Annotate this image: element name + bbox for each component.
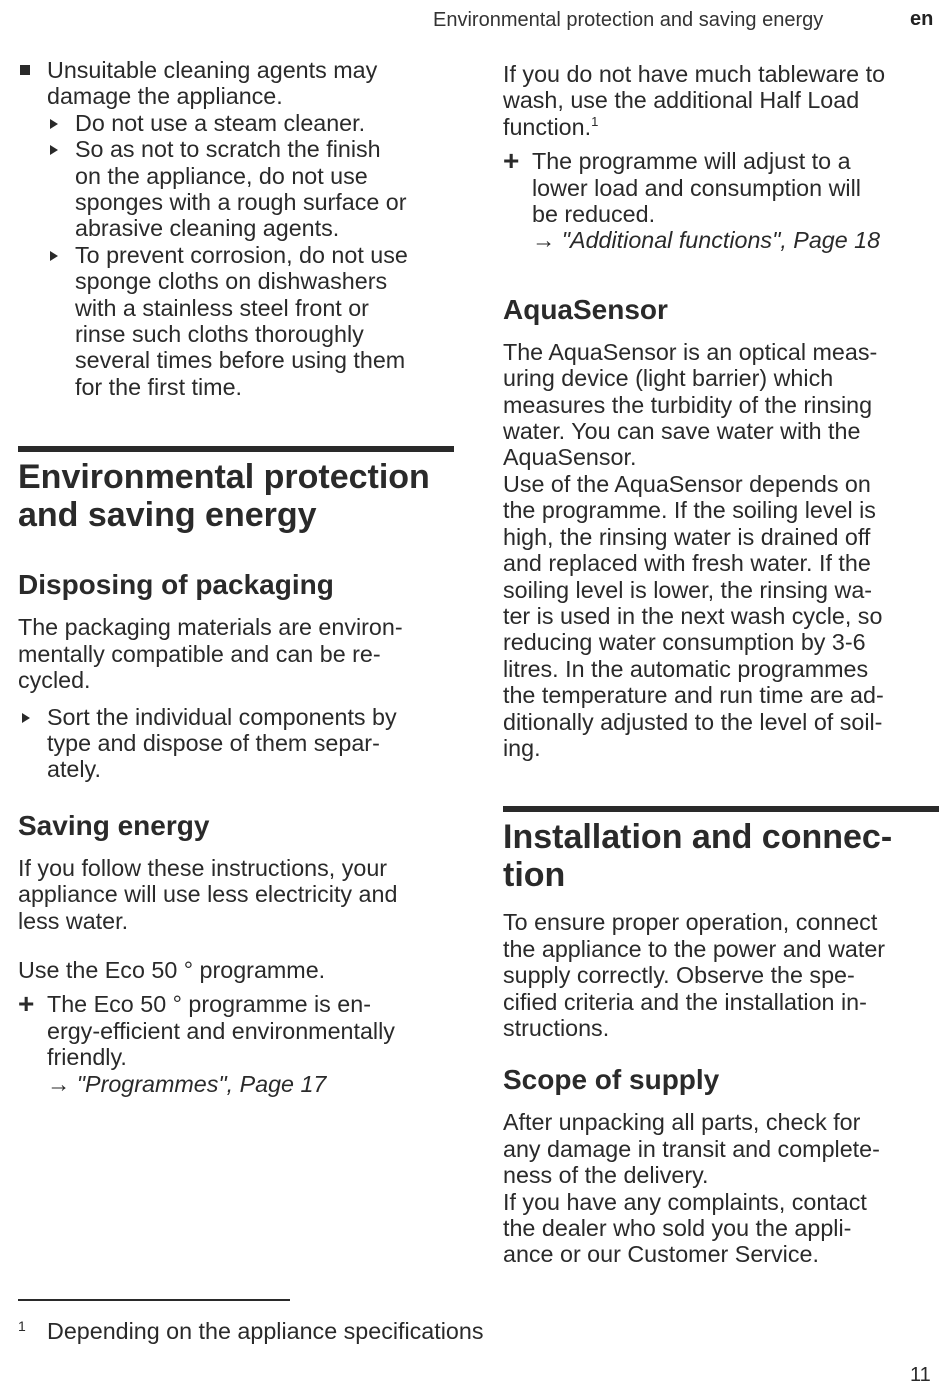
aquasensor-line: high, the rinsing water is drained off: [503, 523, 871, 550]
aquasensor-line: ter is used in the next wash cycle, so: [503, 602, 883, 629]
aquasensor-line: litres. In the automatic programmes: [503, 655, 869, 682]
saving-benefit-line: The Eco 50 ° programme is en-: [47, 991, 371, 1018]
warning-block: [18, 57, 454, 400]
programmes-link[interactable]: → "Programmes", Page 17: [47, 1070, 327, 1097]
footnote-rule: [18, 1299, 290, 1301]
warning-item-line: sponges with a rough surface or: [75, 189, 407, 216]
scope-line: ness of the delivery.: [503, 1162, 709, 1189]
saving-line: If you follow these instructions, your: [18, 854, 388, 881]
warning-item-line: So as not to scratch the finish: [75, 136, 381, 163]
half-load-benefit-line: lower load and consumption will: [532, 174, 861, 201]
aquasensor-text: [503, 339, 939, 762]
section-rule: [18, 446, 454, 452]
installation-title-line: Installation and connec-: [503, 818, 893, 857]
section-title-line: Environmental protection: [18, 458, 430, 497]
aquasensor-line: measures the turbidity of the rinsing: [503, 391, 873, 418]
packaging-line: cycled.: [18, 667, 91, 694]
installation-title-line: tion: [503, 856, 566, 895]
scope-line: After unpacking all parts, check for: [503, 1109, 861, 1136]
warning-item: [18, 242, 454, 400]
half-load-text: [503, 61, 939, 140]
aquasensor-line: ditionally adjusted to the level of soil-: [503, 708, 883, 735]
language-code: en: [910, 8, 934, 30]
saving-benefit-line: friendly.: [47, 1044, 127, 1071]
running-header-title: Environmental protection and saving energy: [433, 9, 824, 31]
saving-tip: Use the Eco 50 ° programme.: [18, 956, 326, 983]
left-column: [18, 57, 454, 1097]
installation-line: supply correctly. Observe the spe-: [503, 962, 855, 989]
plus-icon: +: [18, 988, 35, 1020]
packaging-step: [18, 704, 454, 783]
warning-item-line: with a stainless steel front or: [75, 294, 369, 321]
aquasensor-line: uring device (light barrier) which: [503, 365, 834, 392]
section-title-line: and saving energy: [18, 496, 317, 535]
half-load-benefit-line: be reduced.: [532, 201, 656, 228]
aquasensor-line: the programme. If the soiling level is: [503, 497, 876, 524]
installation-text: [503, 909, 939, 1041]
saving-benefit: [18, 988, 454, 1097]
plus-icon: +: [503, 145, 520, 177]
packaging-step-line: ately.: [47, 756, 101, 783]
warning-item-line: Do not use a steam cleaner.: [75, 109, 366, 136]
aquasensor-line: The AquaSensor is an optical meas-: [503, 338, 878, 365]
saving-line: appliance will use less electricity and: [18, 881, 398, 908]
footnote-text: Depending on the appliance specifications: [47, 1318, 484, 1344]
aquasensor-line: Use of the AquaSensor depends on: [503, 470, 871, 497]
packaging-heading: Disposing of packaging: [18, 569, 334, 601]
aquasensor-line: soiling level is lower, the rinsing wa-: [503, 576, 873, 603]
aquasensor-line: water. You can save water with the: [503, 418, 861, 445]
installation-line: structions.: [503, 1014, 610, 1041]
installation-line: cified criteria and the installation in-: [503, 988, 867, 1015]
warning-item-line: on the appliance, do not use: [75, 162, 368, 189]
additional-functions-link[interactable]: → "Additional functions", Page 18: [532, 227, 881, 254]
aquasensor-line: and replaced with fresh water. If the: [503, 550, 871, 577]
page-number: 11: [910, 1364, 931, 1386]
installation-line: To ensure proper operation, connect: [503, 909, 878, 936]
warning-item-line: To prevent corrosion, do not use: [75, 241, 408, 268]
warning-item: [18, 110, 454, 136]
installation-line: the appliance to the power and water: [503, 935, 886, 962]
footnote-ref[interactable]: 1: [591, 114, 599, 130]
saving-benefit-line: ergy-efficient and environmentally: [47, 1017, 395, 1044]
half-load-line: wash, use the additional Half Load: [503, 87, 860, 114]
packaging-text: [18, 614, 454, 693]
scope-line: If you have any complaints, contact: [503, 1188, 867, 1215]
aquasensor-line: the temperature and run time are ad-: [503, 682, 884, 709]
packaging-line: The packaging materials are environ-: [18, 614, 403, 641]
aquasensor-line: AquaSensor.: [503, 444, 637, 471]
footnote-number: 1: [18, 1318, 26, 1334]
saving-energy-heading: Saving energy: [18, 809, 210, 841]
packaging-step-line: Sort the individual components by: [47, 703, 397, 730]
aquasensor-line: ing.: [503, 734, 541, 761]
aquasensor-heading: AquaSensor: [503, 293, 668, 325]
packaging-step-line: type and dispose of them separ-: [47, 729, 380, 756]
warning-item-line: several times before using them: [75, 347, 406, 374]
section-rule: [503, 806, 939, 812]
right-column: [503, 61, 939, 1268]
warning-item-line: rinse such cloths thoroughly: [75, 321, 364, 348]
section-title: [18, 458, 454, 534]
half-load-line: [503, 114, 939, 140]
packaging-line: mentally compatible and can be re-: [18, 640, 381, 667]
scope-heading: Scope of supply: [503, 1064, 720, 1096]
half-load-line: If you do not have much tableware to: [503, 61, 886, 87]
warning-item-line: sponge cloths on dishwashers: [75, 268, 388, 295]
saving-energy-text: [18, 855, 454, 934]
half-load-benefit: [503, 145, 939, 254]
warning-item-line: for the first time.: [75, 373, 243, 400]
half-load-benefit-line: The programme will adjust to a: [532, 148, 851, 175]
scope-text: [503, 1109, 939, 1267]
half-load-line-text: function.: [503, 113, 592, 140]
saving-line: less water.: [18, 907, 129, 934]
warning-line: Unsuitable cleaning agents may: [47, 57, 378, 83]
installation-title: [503, 818, 939, 894]
warning-line: damage the appliance.: [47, 83, 283, 110]
scope-line: any damage in transit and complete-: [503, 1135, 880, 1162]
scope-line: the dealer who sold you the appli-: [503, 1215, 852, 1241]
warning-item-line: abrasive cleaning agents.: [75, 215, 340, 242]
scope-line: ance or our Customer Service.: [503, 1241, 819, 1268]
warning-item: [18, 136, 454, 242]
aquasensor-line: reducing water consumption by 3-6: [503, 629, 866, 656]
